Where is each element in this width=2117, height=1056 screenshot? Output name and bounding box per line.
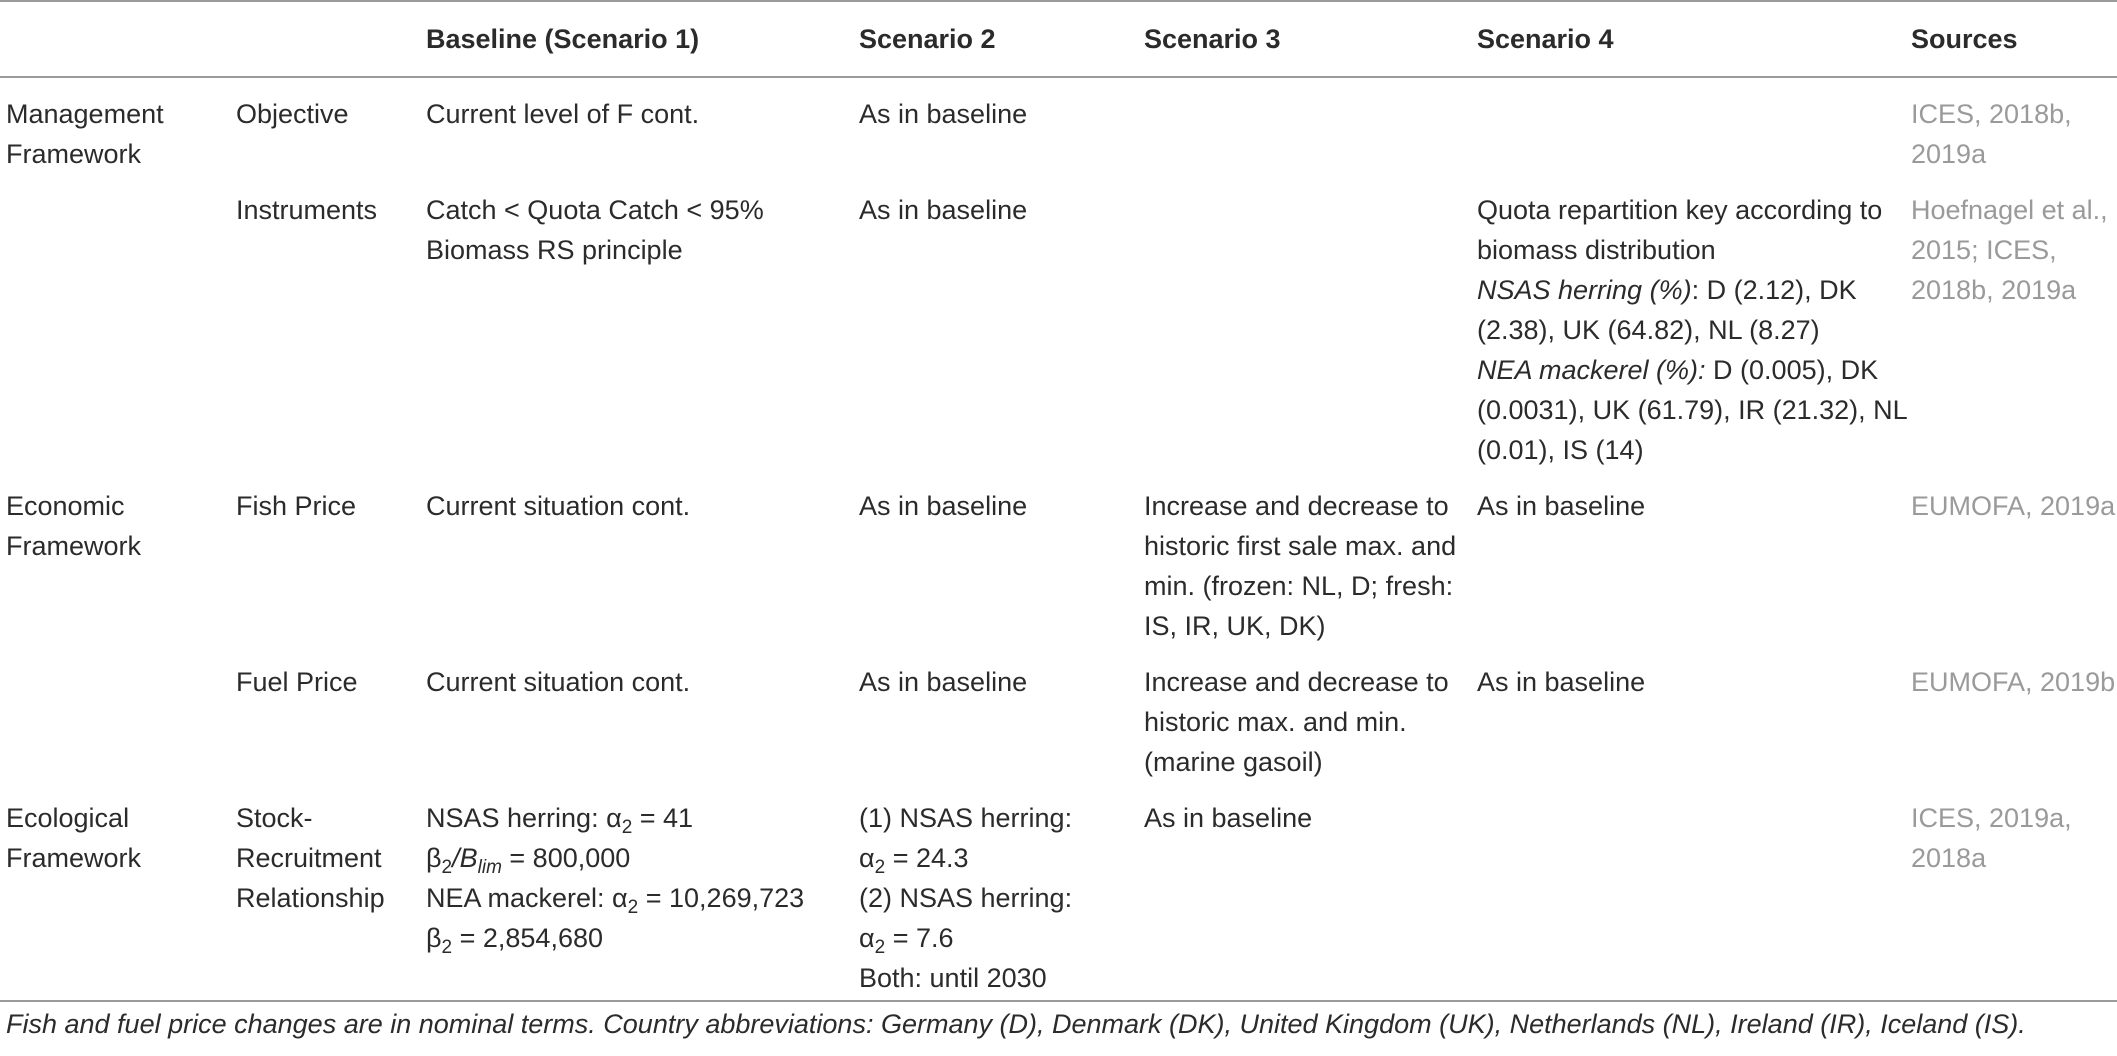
text: β [426, 923, 442, 953]
objective-scenario-2: As in baseline [859, 99, 1028, 129]
text: /B [452, 843, 478, 873]
aspect-line-3: Relationship [236, 883, 385, 913]
mackerel-label: NEA mackerel (%): [1477, 355, 1706, 385]
framework-ecological: Ecological Framework [6, 803, 142, 873]
instruments-scenario-2: As in baseline [859, 195, 1028, 225]
table-row-fish-price [0, 486, 2117, 662]
fish-price-scenario-4: As in baseline [1477, 491, 1646, 521]
instruments-scenario-3 [1144, 190, 1477, 486]
header-scenario-2: Scenario 2 [859, 1, 1144, 77]
fuel-price-baseline: Current situation cont. [426, 667, 691, 697]
stock-recruitment-baseline [426, 798, 859, 1016]
text: = 10,269,723 [638, 883, 805, 913]
stock-recruitment-scenario-3: As in baseline [1144, 803, 1313, 833]
aspect-objective: Objective [236, 99, 349, 129]
s2-line-2 [859, 838, 1144, 878]
objective-scenario-3 [1144, 77, 1477, 190]
fish-price-source: EUMOFA, 2019a [1911, 491, 2116, 521]
s2-line-5: Both: until 2030 [859, 963, 1047, 993]
instruments-source: Hoefnagel et al., 2015; ICES, 2018b, 2019a [1911, 195, 2108, 305]
subscript: 2 [874, 937, 886, 958]
subscript: 2 [441, 937, 453, 958]
objective-baseline: Current level of F cont. [426, 99, 700, 129]
aspect-line-1: Stock- [236, 803, 313, 833]
subscript: 2 [621, 817, 633, 838]
mackerel-beta [426, 918, 859, 958]
fuel-price-scenario-3: Increase and decrease to historic max. and min. (marine gasoil) [1144, 667, 1449, 777]
text: = 24.3 [885, 843, 969, 873]
text: β [426, 843, 442, 873]
header-aspect [236, 1, 426, 77]
header-scenario-3: Scenario 3 [1144, 1, 1477, 77]
text: = 800,000 [501, 843, 631, 873]
fish-price-baseline: Current situation cont. [426, 491, 691, 521]
herring-label: NSAS herring (%) [1477, 275, 1692, 305]
fish-price-scenario-2: As in baseline [859, 491, 1028, 521]
table-row-objective [0, 77, 2117, 190]
stock-recruitment-scenario-4 [1477, 798, 1911, 1016]
table-row-instruments [0, 190, 2117, 486]
text: = 41 [632, 803, 694, 833]
fuel-price-scenario-4: As in baseline [1477, 667, 1646, 697]
text: NSAS herring: α [426, 803, 622, 833]
table-row-stock-recruitment [0, 798, 2117, 1016]
text: α [859, 843, 875, 873]
text: = 7.6 [885, 923, 954, 953]
s2-line-3: (2) NSAS herring: [859, 883, 1073, 913]
objective-source: ICES, 2018b, 2019a [1911, 99, 2072, 169]
framework-management: Management Framework [6, 99, 164, 169]
table-footnote: Fish and fuel price changes are in nominal terms. Country abbreviations: Germany (D), Denmark (DK), United Kingdom (UK), Netherlands (NL), Ireland (IR), Iceland (IS). [6, 1009, 2026, 1039]
framework-economic: Economic Framework [6, 491, 142, 561]
header-row [0, 1, 2117, 77]
text: NEA mackerel: α [426, 883, 628, 913]
aspect-fuel-price: Fuel Price [236, 667, 358, 697]
quota-key-herring [1477, 270, 1911, 350]
herring-values: : D (2.12), DK (2.38), UK (64.82), NL (8.27) [1477, 275, 1857, 345]
header-framework [0, 1, 236, 77]
aspect-instruments: Instruments [236, 195, 378, 225]
stock-recruitment-scenario-2 [859, 798, 1144, 1016]
subscript: 2 [627, 897, 639, 918]
mackerel-alpha [426, 878, 859, 918]
text: α [859, 923, 875, 953]
table-row-fuel-price [0, 662, 2117, 798]
aspect-fish-price: Fish Price [236, 491, 357, 521]
stock-recruitment-source: ICES, 2019a, 2018a [1911, 803, 2072, 873]
quota-key-intro: Quota repartition key according to biomass distribution [1477, 195, 1883, 265]
s2-line-4 [859, 918, 1144, 958]
header-scenario-4: Scenario 4 [1477, 1, 1911, 77]
instruments-baseline-line-2: Biomass RS principle [426, 235, 683, 265]
subscript: 2 [441, 857, 453, 878]
header-sources: Sources [1911, 1, 2117, 77]
framework-empty [0, 190, 236, 486]
herring-beta [426, 838, 859, 878]
herring-alpha [426, 798, 859, 838]
framework-empty [0, 662, 236, 798]
instruments-scenario-4 [1477, 190, 1911, 486]
aspect-stock-recruitment [236, 798, 426, 1016]
mackerel-values: D (0.005), DK (0.0031), UK (61.79), IR (21.32), NL (0.01), IS (14) [1477, 355, 1907, 465]
s2-line-1: (1) NSAS herring: [859, 803, 1073, 833]
instruments-baseline [426, 190, 859, 486]
instruments-baseline-line-1: Catch < Quota Catch < 95% [426, 195, 764, 225]
aspect-line-2: Recruitment [236, 843, 382, 873]
fuel-price-source: EUMOFA, 2019b [1911, 667, 2116, 697]
text: = 2,854,680 [452, 923, 603, 953]
quota-key-mackerel [1477, 350, 1911, 470]
header-baseline: Baseline (Scenario 1) [426, 1, 859, 77]
subscript: 2 [874, 857, 886, 878]
table-bottom-rule [0, 1000, 2117, 1002]
objective-scenario-4 [1477, 77, 1911, 190]
fish-price-scenario-3: Increase and decrease to historic first sale max. and min. (frozen: NL, D; fresh: IS, IR, UK, DK) [1144, 491, 1457, 641]
fuel-price-scenario-2: As in baseline [859, 667, 1028, 697]
subscript: lim [477, 857, 502, 878]
